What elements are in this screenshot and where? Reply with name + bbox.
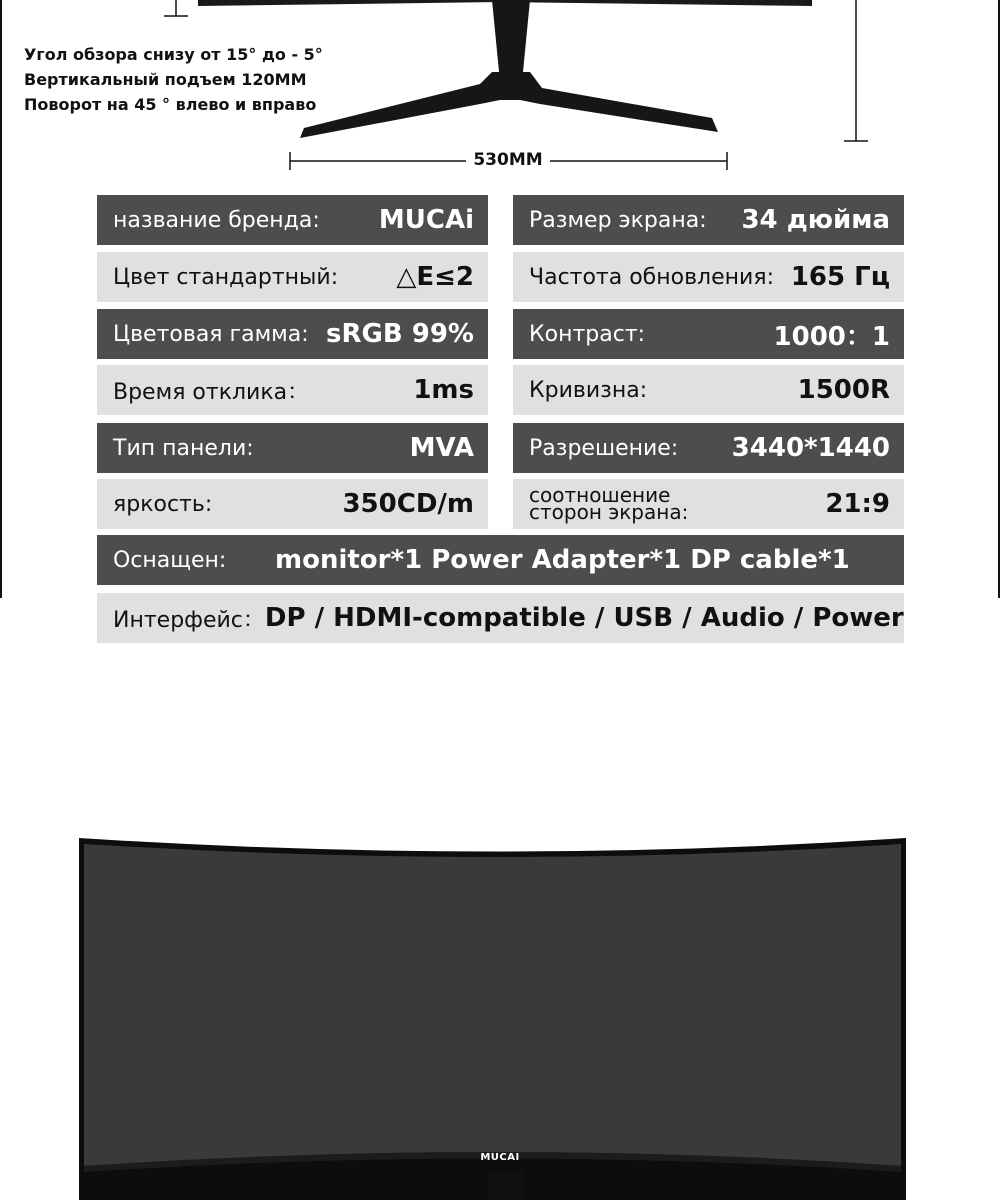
- spec-panel-type: [97, 423, 488, 473]
- spec-aspect-ratio-value: 21:9: [825, 489, 890, 519]
- spec-color-standard-value: △E≤2: [396, 262, 474, 292]
- spec-brand-value: MUCAi: [378, 205, 474, 235]
- spec-equipped: [97, 535, 904, 585]
- spec-brightness-label: яркость:: [113, 491, 213, 517]
- spec-resolution: [513, 423, 904, 473]
- spec-response-time: [97, 365, 488, 415]
- spec-interface-value: DP / HDMI-compatible / USB / Audio / Power: [264, 603, 904, 633]
- spec-brightness-value: 350CD/m: [342, 489, 474, 519]
- spec-brand: [97, 195, 488, 245]
- spec-screen-size: [513, 195, 904, 245]
- spec-brand-label: название бренда:: [113, 207, 320, 233]
- spec-curvature-value: 1500R: [797, 375, 890, 405]
- spec-aspect-ratio-label: [529, 483, 689, 524]
- spec-panel-type-label: Тип панели:: [113, 435, 254, 461]
- spec-color-gamut-value: sRGB 99%: [326, 319, 474, 349]
- spec-refresh-rate: [513, 252, 904, 302]
- swivel-note: Поворот на 45 ° влево и вправо: [24, 95, 317, 114]
- spec-screen-size-label: Размер экрана:: [529, 207, 707, 233]
- height-note: Вертикальный подъем 120MM: [24, 70, 307, 89]
- spec-response-time-label: Время отклика：: [113, 379, 310, 405]
- stand-adjustment-notes: [24, 42, 323, 117]
- spec-interface: [97, 593, 904, 643]
- spec-screen-size-value: 34 дюйма: [741, 205, 890, 235]
- width-dimension-label: 530MM: [466, 148, 550, 172]
- spec-equipped-label: Оснащен:: [113, 547, 227, 573]
- spec-aspect-ratio: [513, 479, 904, 529]
- spec-contrast-value: 1000：1: [773, 321, 890, 352]
- spec-equipped-value: monitor*1 Power Adapter*1 DP cable*1: [275, 545, 850, 575]
- spec-color-gamut: [97, 309, 488, 359]
- spec-refresh-rate-value: 165 Гц: [790, 262, 890, 292]
- spec-resolution-value: 3440*1440: [731, 433, 890, 463]
- curved-monitor-illustration: [0, 820, 1000, 1200]
- spec-resolution-label: Разрешение:: [529, 435, 679, 461]
- spec-color-standard: [97, 252, 488, 302]
- spec-aspect-ratio-label-line2: сторон экрана:: [529, 500, 689, 524]
- spec-brightness: [97, 479, 488, 529]
- spec-aspect-ratio-label-line1: соотношение: [529, 483, 671, 507]
- spec-interface-label: Интерфейс：: [113, 607, 265, 633]
- spec-contrast-label: Контраст:: [529, 321, 646, 347]
- monitor-brand-logo: MUCAI: [480, 1152, 520, 1163]
- spec-color-standard-label: Цвет стандартный:: [113, 264, 339, 290]
- spec-curvature: [513, 365, 904, 415]
- spec-curvature-label: Кривизна:: [529, 377, 648, 403]
- spec-response-time-value: 1ms: [413, 375, 474, 405]
- spec-color-gamut-label: Цветовая гамма:: [113, 321, 309, 347]
- spec-contrast: [513, 309, 904, 359]
- spec-panel-type-value: MVA: [409, 433, 474, 463]
- tilt-note: Угол обзора снизу от 15° до - 5°: [24, 45, 323, 64]
- spec-refresh-rate-label: Частота обновления:: [529, 264, 774, 290]
